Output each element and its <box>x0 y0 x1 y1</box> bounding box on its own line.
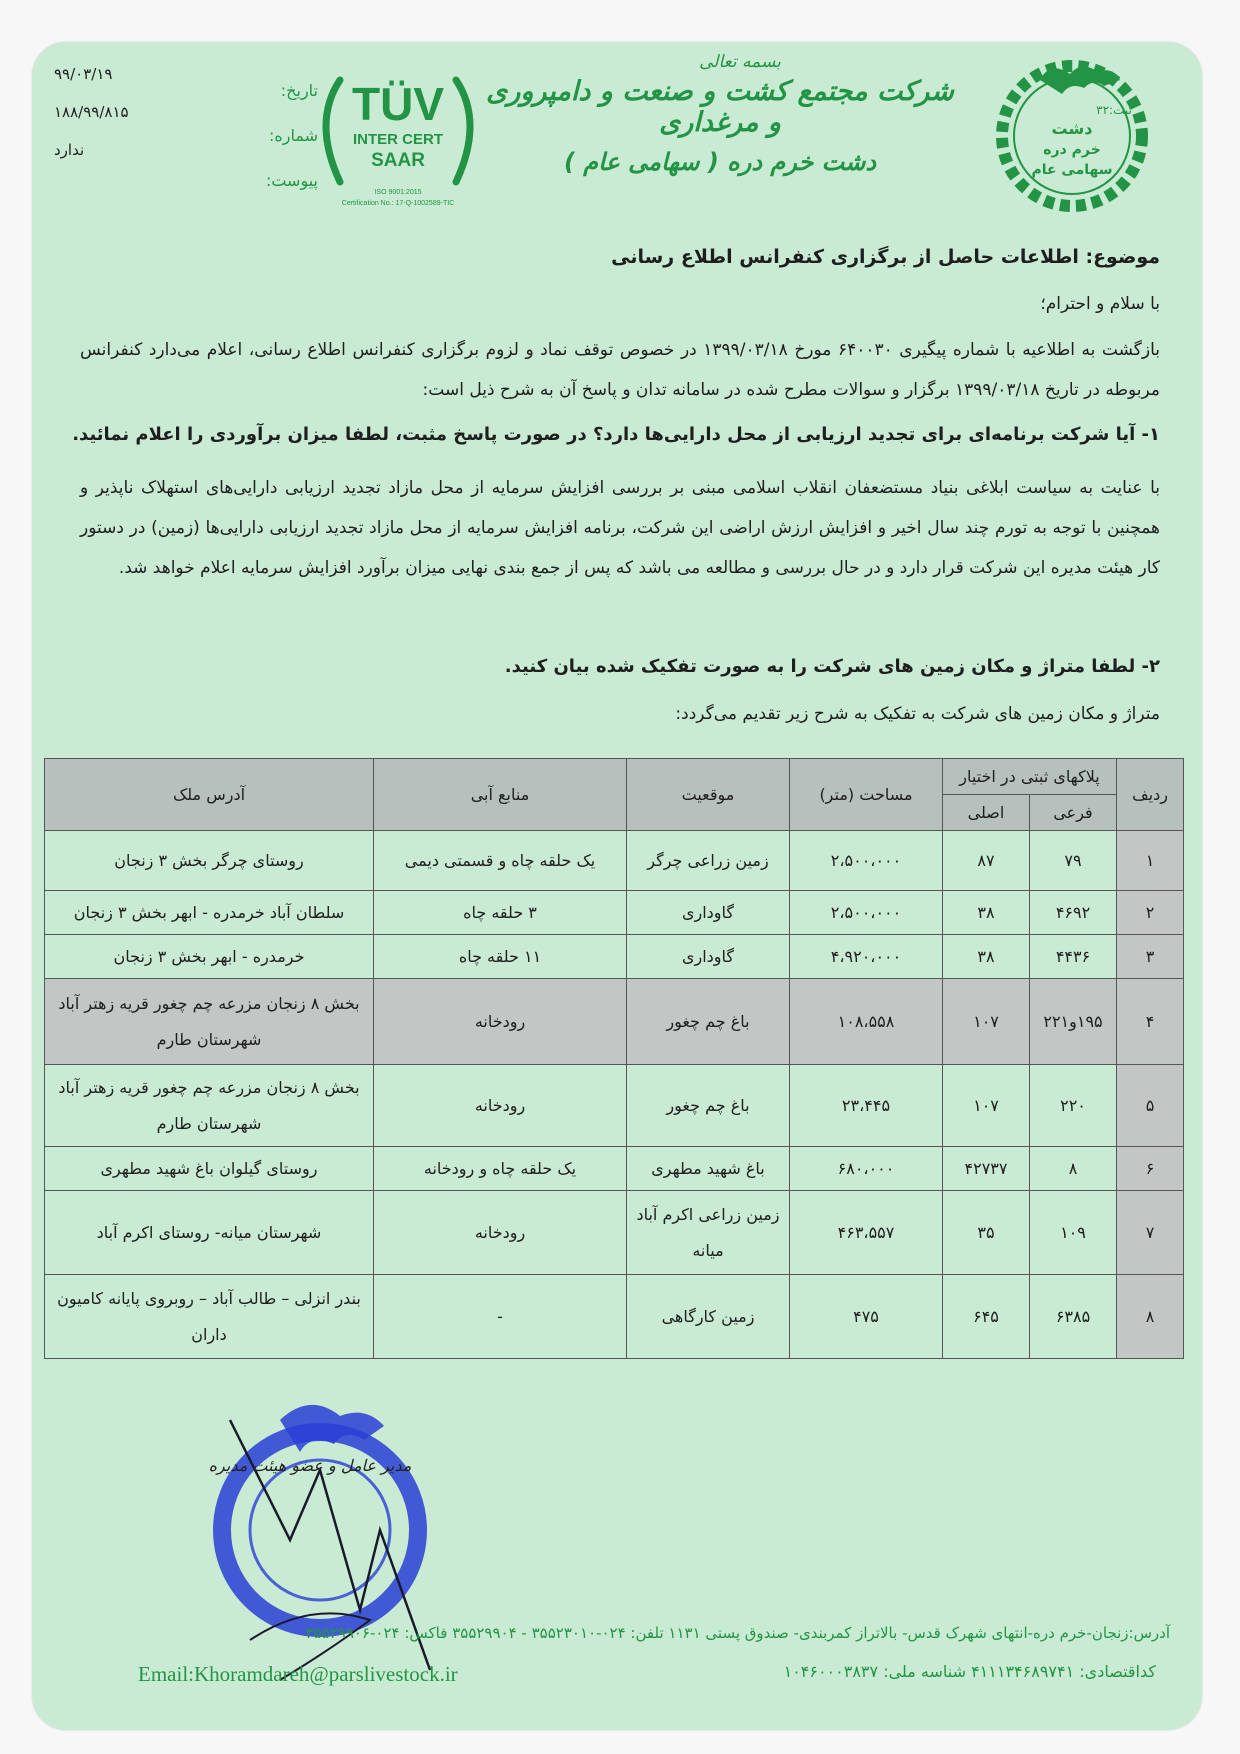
table-row: ۱ ۷۹ ۸۷ ۲،۵۰۰،۰۰۰ زمین زراعی چرگر یک حلقه چاه و قسمتی دیمی روستای چرگر بخش ۳ زنجان <box>45 831 1184 891</box>
intro-paragraph: بازگشت به اطلاعیه با شماره پیگیری ۶۴۰۰۳۰ مورخ ۱۳۹۹/۰۳/۱۸ در خصوص توقف نماد و لزوم برگزاری کنفرانس اطلاع رسانی، اعلام می‌دارد کنفرانس مربوطه در تاریخ ۱۳۹۹/۰۳/۱۸ برگزار و سوالات مطرح شده در سامانه تدان و پاسخ آن به شرح ذیل است: <box>80 340 1160 400</box>
attachment-value: ندارد <box>54 141 85 159</box>
footer-email: Email:Khoramdareh@parslivestock.ir <box>138 1662 458 1686</box>
question-1: ۱- آیا شرکت برنامه‌ای برای تجدید ارزیابی از محل دارایی‌ها دارد؟ در صورت پاسخ مثبت، لطفا میزان برآوردی را اعلام نمائید. <box>72 424 1160 445</box>
col-location-header: موقعیت <box>627 759 790 831</box>
emblem-line3: سهامی عام <box>1031 162 1113 178</box>
signature-title: مدیر عامل و عضو هیئت مدیره <box>208 1456 412 1475</box>
col-address-header: آدرس ملک <box>45 759 374 831</box>
tuv-cert: Certification No.: 17-Q-1002589-TIC <box>341 200 455 207</box>
emblem-line1: دشت <box>1051 119 1093 138</box>
table-row: ۶ ۸ ۴۲۷۳۷ ۶۸۰،۰۰۰ باغ شهید مطهری یک حلقه چاه و رودخانه روستای گیلوان باغ شهید مطهری <box>45 1147 1184 1191</box>
table-row: ۵ ۲۲۰ ۱۰۷ ۲۳،۴۴۵ باغ چم چغور رودخانه بخش ۸ زنجان مزرعه چم چغور قریه زهتر آباد شهرستان طارم <box>45 1065 1184 1147</box>
table-row: ۳ ۴۴۳۶ ۳۸ ۴،۹۲۰،۰۰۰ گاوداری ۱۱ حلقه چاه خرمدره - ابهر بخش ۳ زنجان <box>45 935 1184 979</box>
basmala: بسمه تعالی <box>699 52 781 72</box>
table-row: ۸ ۶۳۸۵ ۶۴۵ ۴۷۵ زمین کارگاهی - بندر انزلی – طالب آباد – روبروی پایانه کامیون داران <box>45 1275 1184 1359</box>
land-table <box>44 758 1184 1359</box>
letter-meta-values <box>54 60 164 164</box>
tuv-title: TÜV <box>352 78 444 130</box>
table-row: ۷ ۱۰۹ ۳۵ ۴۶۳،۵۵۷ زمین زراعی اکرم آباد میانه رودخانه شهرستان میانه- روستای اکرم آباد <box>45 1191 1184 1275</box>
date-label: تاریخ: <box>280 81 318 100</box>
col-sub-header: فرعی <box>1030 795 1117 831</box>
footer-ids: کداقتصادی: ۴۱۱۱۳۴۶۸۹۷۴۱ شناسه ملی: ۱۰۴۶۰۰۰۳۸۳۷ <box>783 1662 1156 1681</box>
company-stamp <box>170 1380 460 1710</box>
number-value: ۱۸۸/۹۹/۸۱۵ <box>54 103 129 121</box>
date-value: ۹۹/۰۳/۱۹ <box>54 65 113 83</box>
company-header <box>480 52 960 202</box>
company-emblem <box>980 52 1160 212</box>
company-name: شرکت مجتمع کشت و صنعت و دامپروری و مرغداری <box>486 76 954 138</box>
footer-address: آدرس:زنجان-خرم دره-انتهای شهرک قدس- بالاتراز کمربندی- صندوق پستی ۱۱۳۱ تلفن: ۰۲۴-۳۵۵۲۳۰۱۰ - ۳۵۵۲۹۹۰۴ فاکس: ۰۲۴-۳۵۵۲۹۹۰۶ <box>305 1624 1170 1642</box>
question-2: ۲- لطفا متراژ و مکان زمین های شرکت را به صورت تفکیک شده بیان کنید. <box>504 656 1160 677</box>
tuv-right-bracket <box>456 80 470 182</box>
tuv-iso: ISO 9001:2015 <box>374 189 422 196</box>
greeting: با سلام و احترام؛ <box>1040 294 1160 314</box>
emblem-line2: خرم دره <box>1043 142 1101 158</box>
tuv-line2: SAAR <box>371 150 425 171</box>
table-row: ۴ ۱۹۵و۲۲۱ ۱۰۷ ۱۰۸،۵۵۸ باغ چم چغور رودخانه بخش ۸ زنجان مزرعه چم چغور قریه زهتر آباد شهرستان طارم <box>45 979 1184 1065</box>
company-subname: دشت خرم دره ( سهامی عام ) <box>563 148 877 176</box>
attachment-label: پیوست: <box>265 171 318 190</box>
table-row: ۲ ۴۶۹۲ ۳۸ ۲،۵۰۰،۰۰۰ گاوداری ۳ حلقه چاه سلطان آباد خرمدره - ابهر بخش ۳ زنجان <box>45 891 1184 935</box>
tuv-line1: INTER CERT <box>353 131 443 148</box>
subject: موضوع: اطلاعات حاصل از برگزاری کنفرانس اطلاع رسانی <box>611 246 1160 268</box>
tuv-left-bracket <box>326 80 340 182</box>
col-main-header: اصلی <box>943 795 1030 831</box>
tuv-logo <box>308 62 488 212</box>
col-area-header: مساحت (متر) <box>790 759 943 831</box>
answer-2: متراژ و مکان زمین های شرکت به تفکیک به شرح زیر تقدیم می‌گردد: <box>675 704 1160 724</box>
col-water-header: منابع آبی <box>374 759 627 831</box>
emblem-reg: ثبت:۳۲ <box>1096 103 1132 117</box>
col-row-header: ردیف <box>1117 759 1184 831</box>
letter-meta-labels <box>228 68 318 203</box>
number-label: شماره: <box>268 126 318 145</box>
col-plates-header: پلاکهای ثبتی در اختیار <box>943 759 1117 795</box>
answer-1: با عنایت به سیاست ابلاغی بنیاد مستضعفان انقلاب اسلامی مبنی بر بررسی افزایش سرمایه از محل مازاد تجدید ارزیابی دارایی‌های استهلاک ناپذیر و همچنین با توجه به تورم چند سال اخیر و افزایش ارزش اراضی این شرکت، برنامه افزایش سرمایه از محل مازاد تجدید ارزیابی دارایی‌ها (زمین) در دستور کار هیئت مدیره این شرکت قرار دارد و در حال بررسی و مطالعه می باشد که پس از جمع بندی نهایی میزان برآورد افزایش سرمایه اعلام خواهد شد. <box>80 478 1160 578</box>
